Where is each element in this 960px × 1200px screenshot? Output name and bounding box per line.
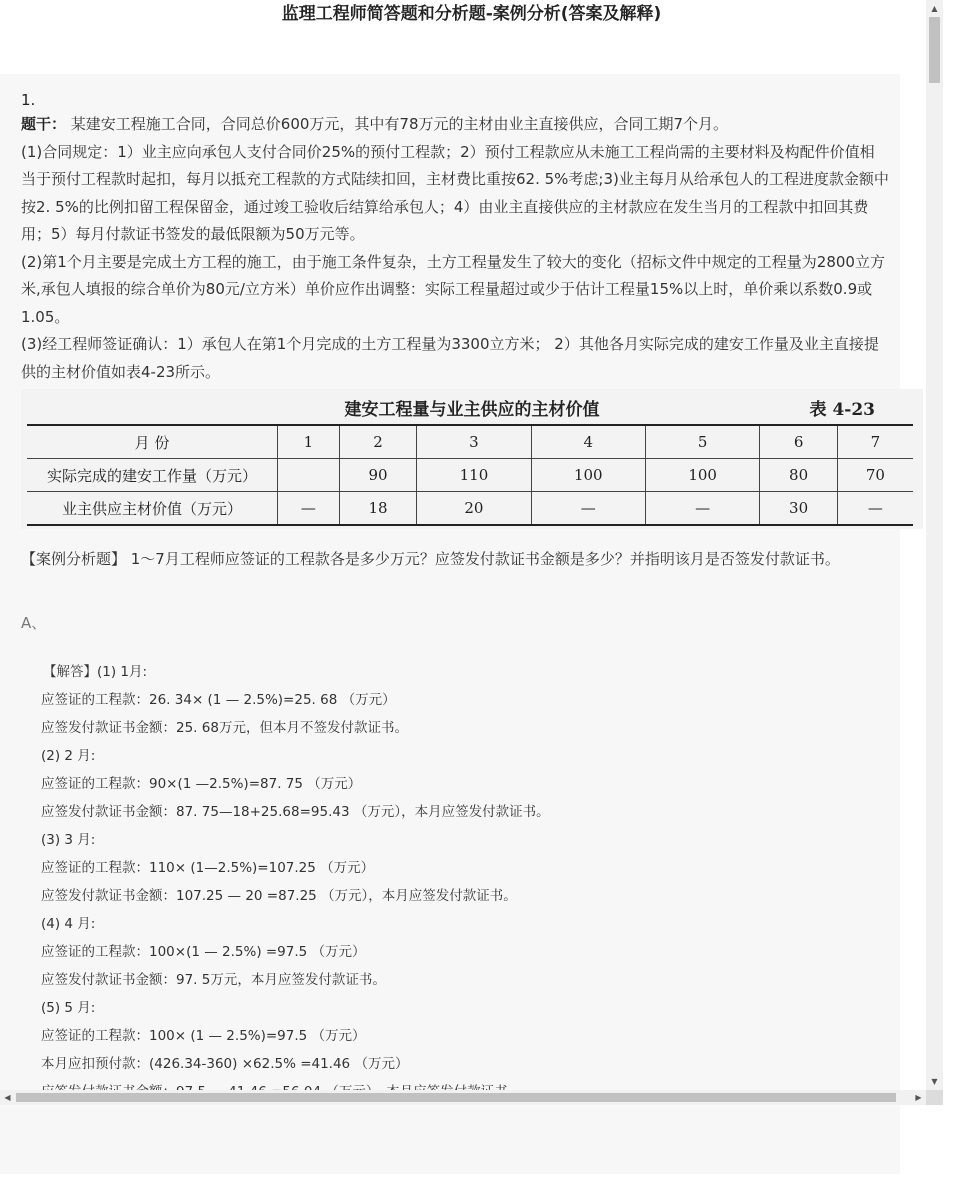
table-row (27, 492, 913, 526)
answer-line: (3) 3 月: (41, 832, 96, 848)
stem-text: 某建安工程施工合同，合同总价600万元，其中有78万元的主材由业主直接供应，合同工期7个月。 (70, 115, 729, 133)
answer-line: 应签发付款证书金额：107.25 — 20 =87.25 （万元），本月应签发付款证书。 (41, 888, 517, 904)
question-stem (21, 111, 889, 386)
table-cell: 100 (531, 459, 645, 492)
materials-table (27, 424, 913, 526)
table-row (27, 459, 913, 492)
table-cell: 100 (645, 459, 759, 492)
table-cell: 20 (417, 492, 531, 526)
answer-line: (4) 4 月: (41, 916, 96, 932)
answer-line: 应签证的工程款：90×(1 —2.5%)=87. 75 （万元） (41, 776, 362, 792)
question-number: 1. (21, 91, 36, 109)
answer-line: 应签发付款证书金额：25. 68万元，但本月不签发付款证书。 (41, 720, 408, 736)
answer-line: 本月应扣预付款：(426.34-360) ×62.5% =41.46 （万元） (41, 1056, 409, 1072)
table-cell (278, 459, 340, 492)
vertical-scroll-thumb[interactable] (929, 17, 940, 83)
answer-line: 应签证的工程款：100× (1 — 2.5%)=97.5 （万元） (41, 1028, 366, 1044)
answer-explanation (41, 658, 841, 1106)
table-caption: 建安工程量与业主供应的主材价值 (344, 400, 600, 420)
table-number: 表 4-23 (809, 400, 875, 420)
scroll-right-icon[interactable]: ▶ (915, 1093, 922, 1102)
table-cell: 80 (760, 459, 838, 492)
month-cell: 4 (531, 425, 645, 459)
month-cell: 3 (417, 425, 531, 459)
stem-label: 题干： (21, 115, 67, 133)
scroll-left-icon[interactable]: ◀ (4, 1093, 11, 1102)
table-cell: — (645, 492, 759, 526)
table-header-row (27, 425, 913, 459)
header-label: 月 份 (27, 425, 278, 459)
month-cell: 5 (645, 425, 759, 459)
scroll-down-icon[interactable]: ▼ (931, 1077, 938, 1086)
question-card (0, 74, 900, 1174)
answer-line: 【解答】(1) 1月: (43, 664, 148, 680)
table-cell: 18 (339, 492, 417, 526)
page-title: 监理工程师简答题和分析题-案例分析(答案及解释) (281, 4, 662, 24)
vertical-scrollbar[interactable] (926, 0, 943, 1090)
month-cell: 7 (837, 425, 913, 459)
answer-line: 应签发付款证书金额：97. 5万元，本月应签发付款证书。 (41, 972, 386, 988)
answer-line: 应签证的工程款：100×(1 — 2.5%) =97.5 （万元） (41, 944, 366, 960)
month-cell: 2 (339, 425, 417, 459)
stem-para-3: (3)经工程师签证确认：1）承包人在第1个月完成的土方工程量为3300立方米； 2）其他各月实际完成的建安工作量及业主直接提供的主材价值如表4-23所示。 (21, 335, 879, 381)
horizontal-scrollbar[interactable] (0, 1090, 926, 1105)
stem-para-2: (2)第1个月主要是完成土方工程的施工，由于施工条件复杂，土方工程量发生了较大的变化（招标文件中规定的工程量为2800立方米,承包人填报的综合单价为80元/立方米）单价应作出调整：实际工程量超过或少于估计工程量15%以上时，单价乘以系数0.9或1.05。 (21, 252, 885, 326)
answer-line: 应签证的工程款：110× (1—2.5%)=107.25 （万元） (41, 860, 375, 876)
analysis-question: 【案例分析题】 1～7月工程师应签证的工程款各是多少万元？应签发付款证书金额是多少？并指明该月是否签发付款证书。 (21, 550, 840, 568)
table-cell: 110 (417, 459, 531, 492)
table-cell: — (278, 492, 340, 526)
table-figure (21, 389, 923, 529)
answer-line: (2) 2 月: (41, 748, 96, 764)
table-cell: 70 (837, 459, 913, 492)
row-label: 业主供应主材价值（万元） (27, 492, 278, 526)
answer-line: (5) 5 月: (41, 1000, 96, 1016)
answer-line: 应签证的工程款：26. 34× (1 — 2.5%)=25. 68 （万元） (41, 692, 396, 708)
table-cell: — (837, 492, 913, 526)
answer-line: 应签发付款证书金额：87. 75—18+25.68=95.43 （万元），本月应签发付款证书。 (41, 804, 550, 820)
table-cell: — (531, 492, 645, 526)
scroll-up-icon[interactable]: ▲ (931, 4, 938, 13)
month-cell: 1 (278, 425, 340, 459)
horizontal-scroll-thumb[interactable] (16, 1093, 896, 1102)
month-cell: 6 (760, 425, 838, 459)
answer-choice[interactable]: A、 (21, 614, 47, 632)
scrollbar-corner (926, 1090, 943, 1105)
stem-para-1: (1)合同规定：1）业主应向承包人支付合同价25%的预付工程款；2）预付工程款应从未施工工程尚需的主要材料及构配件价值相当于预付工程款时起扣，每月以抵充工程款的方式陆续扣回，主材费比重按62. 5%考虑;3)业主每月从给承包人的工程进度款金额中按2. 5%的比例扣留工程保留金，通过竣工验收后结算给承包人；4）由业主直接供应的主材款应在发生当月的工程款中扣回其费用；5）每月付款证书签发的最低限额为50万元等。 (21, 142, 889, 243)
table-cell: 90 (339, 459, 417, 492)
table-cell: 30 (760, 492, 838, 526)
row-label: 实际完成的建安工作量（万元） (27, 459, 278, 492)
